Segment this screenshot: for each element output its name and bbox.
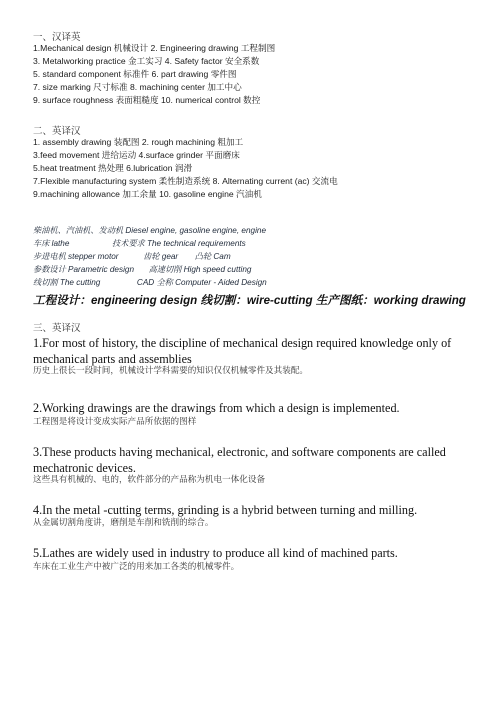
sentence-english: 3.These products having mechanical, electronic, and software components are called mechatronic devices. bbox=[33, 445, 446, 475]
term-row bbox=[33, 250, 231, 263]
term-item: 车床 lathe bbox=[33, 239, 70, 248]
section1-heading: 一、汉译英 bbox=[33, 32, 81, 43]
term-item: 步进电机 stepper motor bbox=[33, 252, 119, 261]
sentence-chinese: 工程图是将设计变成实际产品所依据的图样 bbox=[33, 417, 197, 427]
sentence-english: 1.For most of history, the discipline of mechanical design required knowledge only of mechanical parts and assemblies bbox=[33, 336, 452, 366]
section2-heading: 二、英译汉 bbox=[33, 126, 81, 137]
vocab-line: 9. surface roughness 表面粗糙度 10. numerical control 数控 bbox=[33, 95, 261, 105]
vocab-line: 7.Flexible manufacturing system 柔性制造系统 8. Alternating current (ac) 交流电 bbox=[33, 176, 338, 186]
section3-heading: 三、英译汉 bbox=[33, 323, 81, 334]
vocab-line: 5.heat treatment 热处理 6.lubrication 润滑 bbox=[33, 163, 193, 173]
term-item: CAD 全称 Computer - Aided Design bbox=[136, 278, 267, 287]
term-row bbox=[33, 224, 266, 237]
vocab-line: 1.Mechanical design 机械设计 2. Engineering drawing 工程制图 bbox=[33, 43, 276, 53]
term-item: 参数设计 Parametric design bbox=[33, 265, 135, 274]
sentence-chinese: 车床在工业生产中被广泛的用来加工各类的机械零件。 bbox=[33, 562, 240, 572]
vocab-line: 7. size marking 尺寸标准 8. machining center 加工中心 bbox=[33, 82, 242, 92]
term-item: 齿轮 gear bbox=[143, 252, 179, 261]
term-row bbox=[33, 263, 251, 276]
bold-terms-line: 工程设计：engineering design 线切割：wire-cutting 生产图纸：working drawing bbox=[33, 294, 466, 307]
sentence-chinese: 从金属切割角度讲，磨削是车削和铣削的综合。 bbox=[33, 518, 214, 528]
term-item: 高速切削 High speed cutting bbox=[148, 265, 252, 274]
term-item: 线切割 The cutting bbox=[33, 278, 101, 287]
vocab-line: 5. standard component 标准件 6. part drawing 零件图 bbox=[33, 69, 237, 79]
sentence-english: 5.Lathes are widely used in industry to produce all kind of machined parts. bbox=[33, 546, 398, 560]
sentence-chinese: 历史上很长一段时间，机械设计学科需要的知识仅仅机械零件及其装配。 bbox=[33, 366, 309, 376]
vocab-line: 9.machining allowance 加工余量 10. gasoline engine 汽油机 bbox=[33, 189, 262, 199]
vocab-line: 3.feed movement 进给运动 4.surface grinder 平面磨床 bbox=[33, 150, 240, 160]
term-item: 凸轮 Cam bbox=[194, 252, 231, 261]
term-item: 柴油机、汽油机、发动机 Diesel engine, gasoline engine, engine bbox=[33, 226, 266, 235]
vocab-line: 1. assembly drawing 装配图 2. rough machining 粗加工 bbox=[33, 137, 244, 147]
sentence-chinese: 这些具有机械的、电的，软件部分的产品称为机电一体化设备 bbox=[33, 475, 266, 485]
term-item: 技术要求 The technical requirements bbox=[111, 239, 246, 248]
vocab-line: 3. Metalworking practice 金工实习 4. Safety factor 安全系数 bbox=[33, 56, 260, 66]
sentence-english: 2.Working drawings are the drawings from which a design is implemented. bbox=[33, 401, 400, 415]
sentence-english: 4.In the metal -cutting terms, grinding is a hybrid between turning and milling. bbox=[33, 503, 418, 517]
term-row bbox=[33, 276, 267, 289]
term-row bbox=[33, 237, 246, 250]
